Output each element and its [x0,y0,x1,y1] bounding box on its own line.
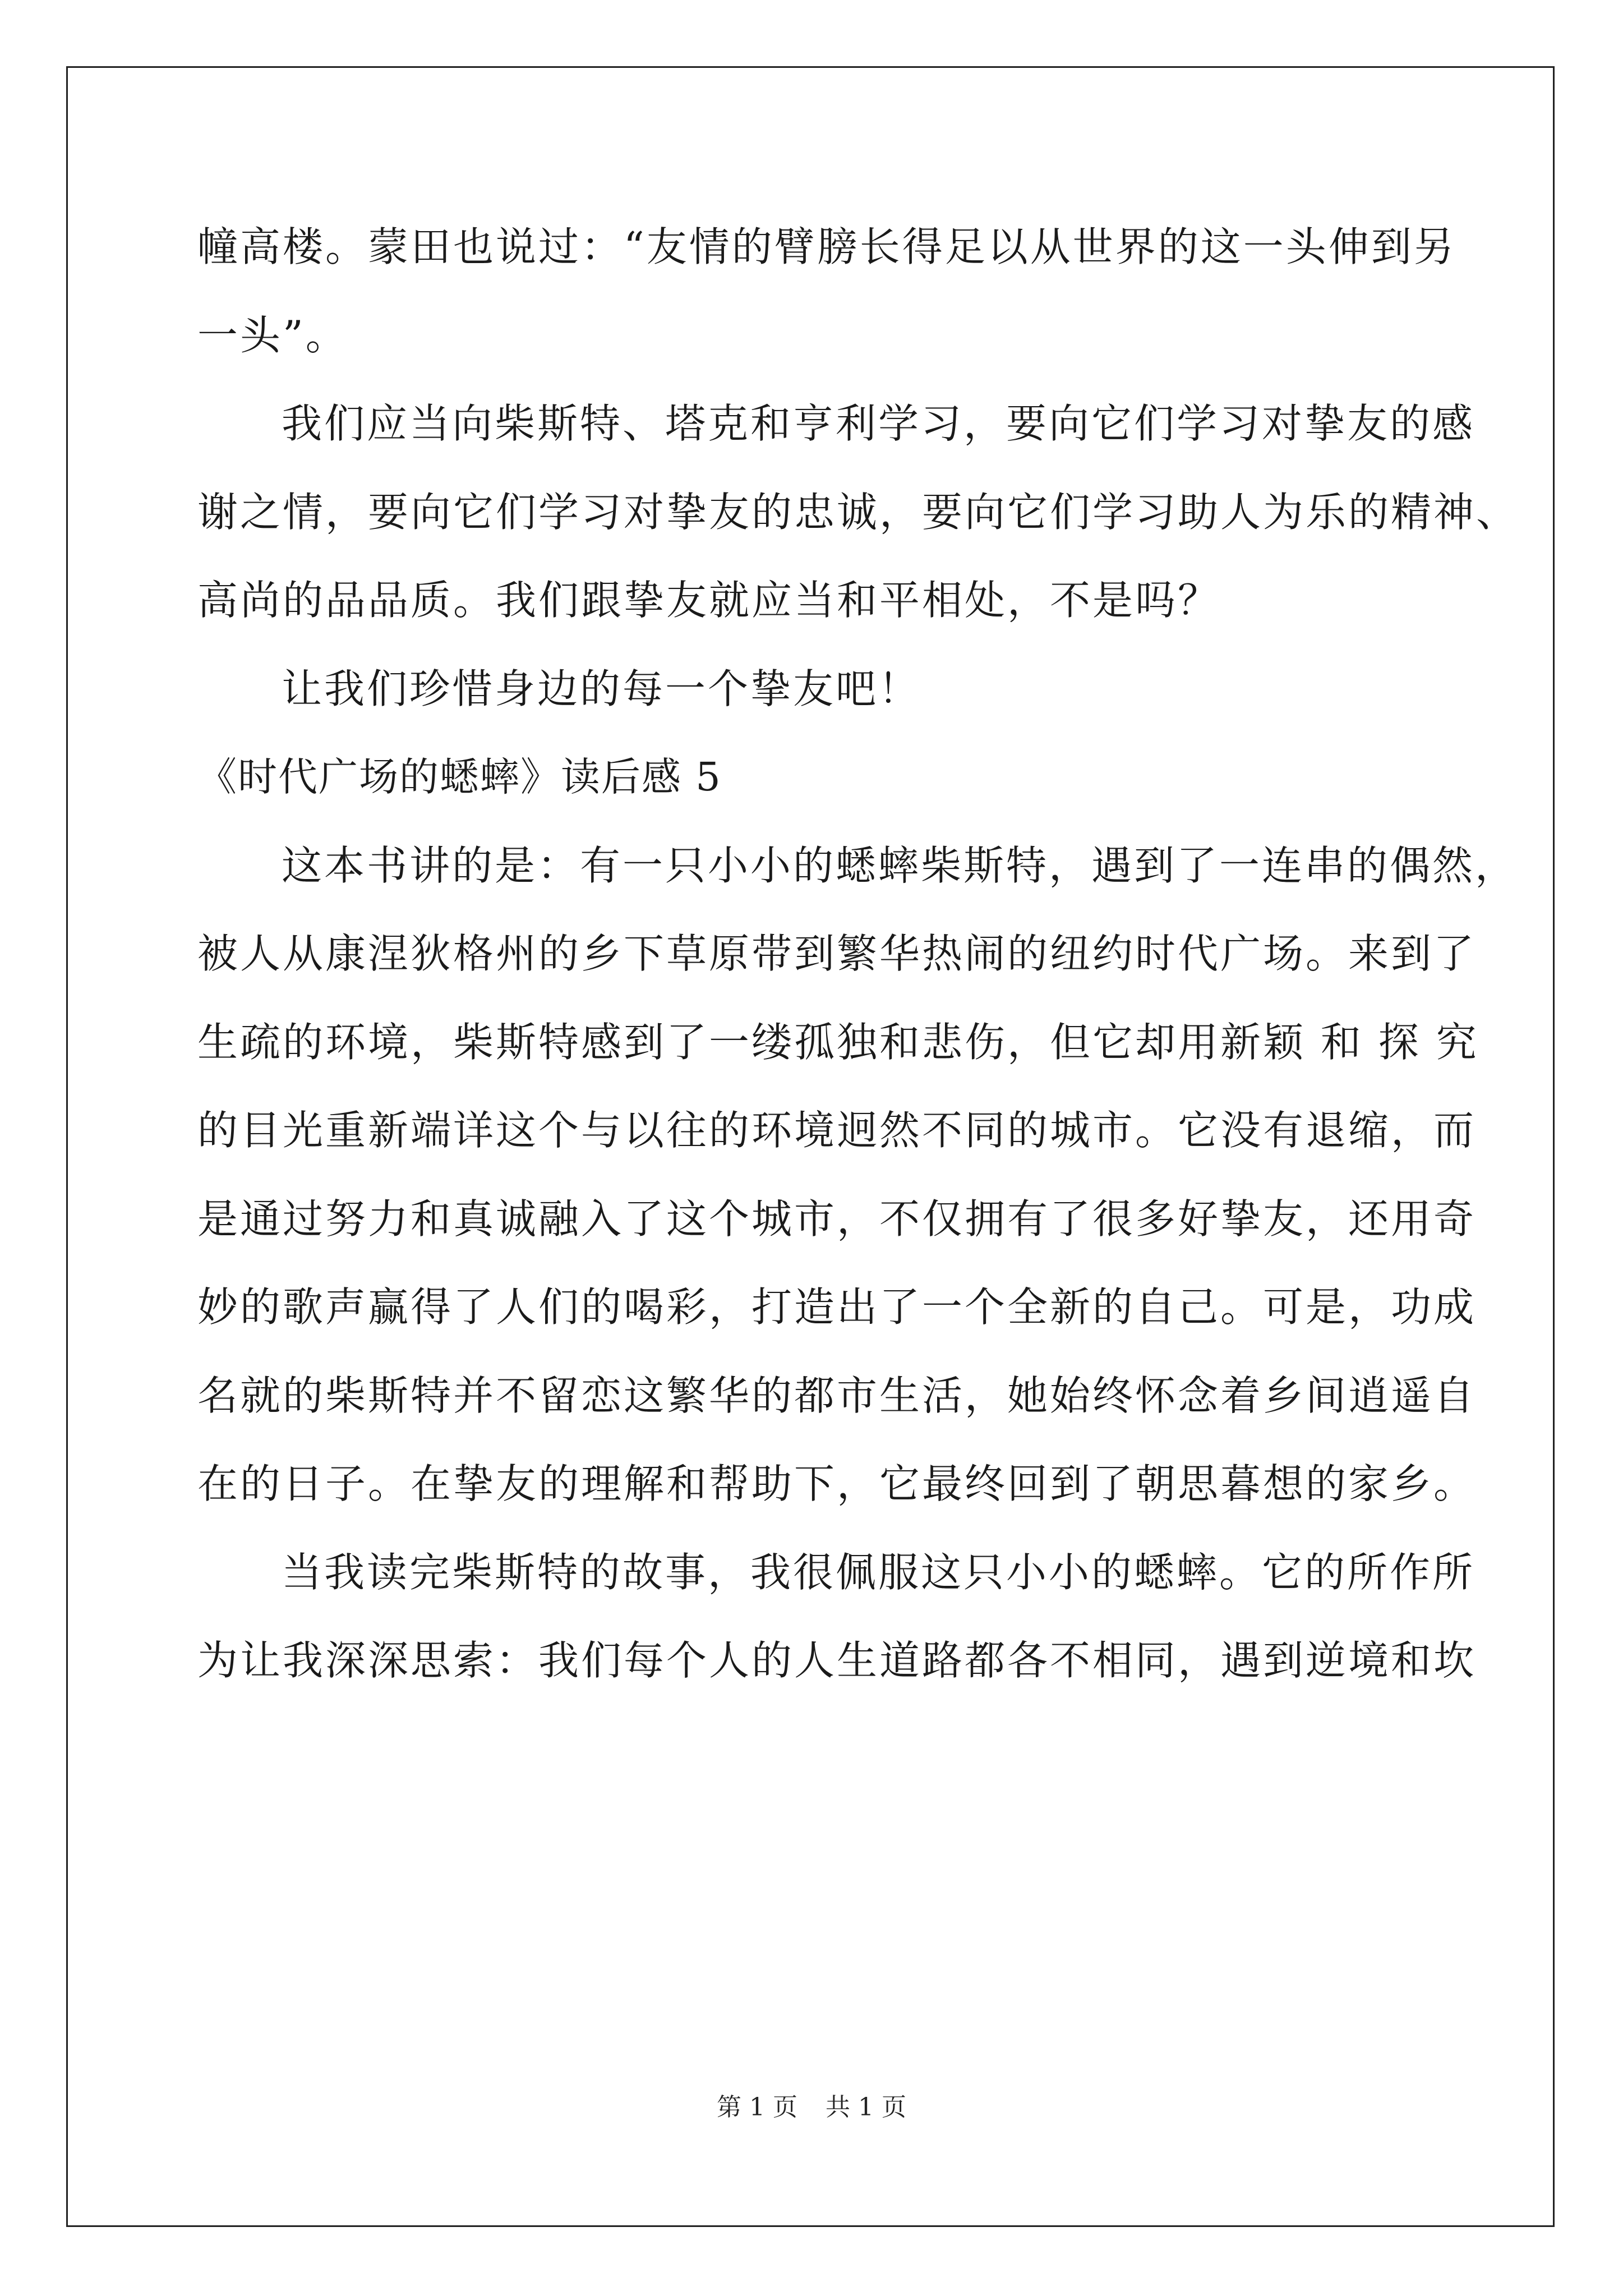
paragraph-start-line: 我们应当向柴斯特、塔克和亨利学习，要向它们学习对挚友的感 [282,400,1476,447]
text-line: 幢高楼。蒙田也说过：“友情的臂膀长得足以从世界的这一头伸到另 [197,223,1456,270]
document-body [197,203,1519,1705]
page-number: 第 1 页 [717,2093,797,2122]
page-footer [0,2087,1623,2123]
text-line: 谢之情，要向它们学习对挚友的忠诚，要向它们学习助人为乐的精神、 [197,488,1519,536]
paragraph-start-line: 让我们珍惜身边的每一个挚友吧！ [282,665,921,712]
page-total: 共 1 页 [826,2093,906,2122]
text-line: 名就的柴斯特并不留恋这繁华的都市生活，她始终怀念着乡间逍遥自 [197,1372,1477,1419]
paragraph-start-line: 当我读完柴斯特的故事，我很佩服这只小小的蟋蟀。它的所作所 [282,1548,1476,1596]
text-line: 在的日子。在挚友的理解和帮助下，它最终回到了朝思暮想的家乡。 [197,1460,1477,1507]
section-heading: 《时代广场的蟋蟀》读后感 5 [197,754,722,800]
text-line: 是通过努力和真诚融入了这个城市，不仅拥有了很多好挚友，还用奇 [197,1195,1477,1243]
text-line: 妙的歌声赢得了人们的喝彩，打造出了一个全新的自己。可是，功成 [197,1283,1477,1331]
paragraph-start-line: 这本书讲的是：有一只小小的蟋蟀柴斯特，遇到了一连串的偶然， [282,841,1518,889]
text-line: 生疏的环境，柴斯特感到了一缕孤独和悲伤，但它却用新颖 和 探 究 [197,1018,1479,1066]
text-line: 一头”。 [197,311,348,359]
text-line: 的目光重新端详这个与以往的环境迥然不同的城市。它没有退缩，而 [197,1107,1477,1154]
text-line: 被人从康涅狄格州的乡下草原带到繁华热闹的纽约时代广场。来到了 [197,930,1477,977]
text-line: 高尚的品品质。我们跟挚友就应当和平相处，不是吗？ [197,577,1221,624]
text-line: 为让我深深思索：我们每个人的人生道路都各不相同，遇到逆境和坎 [197,1637,1477,1684]
